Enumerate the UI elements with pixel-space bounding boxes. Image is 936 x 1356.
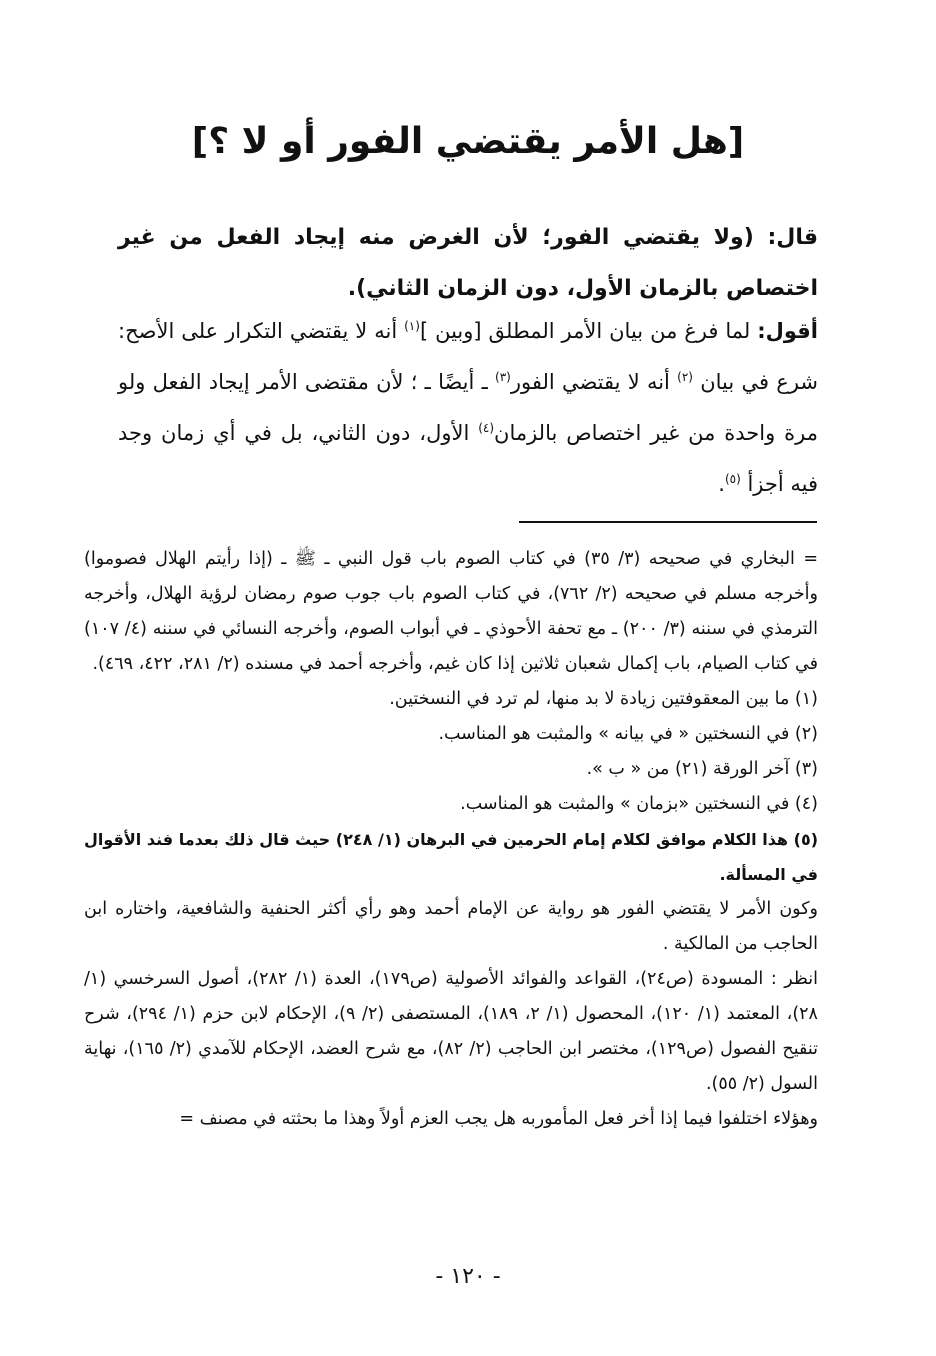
commentary-text-5: الأول، دون الثاني، بل في أي زمان وجد فيه أجزأ [118, 421, 818, 496]
author-quote [118, 212, 818, 314]
footnote-ref-1: (١) [404, 319, 420, 333]
quote-text: (ولا يقتضي الفور؛ لأن الغرض منه إيجاد الفعل من غير اختصاص بالزمان الأول، دون الزمان الثاني). [118, 225, 818, 301]
commentary-label: أقول: [757, 319, 818, 343]
commentary-text-6: . [718, 472, 725, 496]
footnote-5-paragraph-1: وكون الأمر لا يقتضي الفور هو رواية عن الإمام أحمد وهو رأي أكثر الحنفية والشافعية، واختاره ابن الحاجب من المالكية . [84, 899, 818, 954]
footnote-5-paragraph-2: انظر : المسودة (ص٢٤)، القواعد والفوائد الأصولية (ص١٧٩)، العدة (١/ ٢٨٢)، أصول السرخسي (١/ ٢٨)، المعتمد (١/ ١٢٠)، المحصول (١/ ٢، ١٨٩)، المستصفى (٢/ ٩)، الإحكام لابن حزم (١/ ٢٩٤)، شرح تنقيح الفصول (ص١٢٩)، مختصر ابن الحاجب (٢/ ٨٢)، مع شرح العضد، الإحكام للآمدي (٢/ ١٦٥)، نهاية السول (٢/ ٥٥). [84, 969, 818, 1094]
footnote-5: (٥) هذا الكلام موافق لكلام إمام الحرمين في البرهان (١/ ٢٤٨) حيث قال ذلك بعدما فند الأقوال في المسألة. [84, 830, 819, 884]
footnote-5-paragraph-3: وهؤلاء اختلفوا فيما إذا أخر فعل المأموربه هل يجب العزم أولاً وهذا ما بحثته في مصنف = [179, 1109, 818, 1129]
footnotes-section [84, 542, 818, 1137]
footnote-4: (٤) في النسختين «بزمان » والمثبت هو المناسب. [460, 794, 818, 814]
page-number: - ١٢٠ - [435, 1264, 501, 1289]
commentary-paragraph [118, 306, 818, 510]
commentary-text-2: أنه لا يقتضي التكرار على الأصح: شرع في بيان [118, 319, 818, 394]
commentary-text-4: ـ أيضًا ـ ؛ لأن مقتضى الأمر إيجاد الفعل ولو مرة واحدة من غير اختصاص بالزمان [118, 370, 818, 445]
commentary-text-1: لما فرغ من بيان الأمر المطلق [وبين ] [419, 319, 751, 343]
footnote-divider [519, 521, 817, 523]
quote-label: قال: [767, 225, 818, 250]
footnote-ref-2: (٢) [677, 370, 693, 384]
footnote-ref-5: (٥) [724, 472, 741, 486]
footnote-3: (٣) آخر الورقة (٢١) من « ب ». [586, 759, 818, 779]
footnote-ref-4: (٤) [478, 421, 495, 435]
section-heading: [هل الأمر يقتضي الفور أو لا ؟] [191, 121, 745, 162]
footnote-continuation: = البخاري في صحيحه (٣/ ٣٥) في كتاب الصوم باب قول النبي ـ ﷺ ـ (إذا رأيتم الهلال فصوموا) وأخرجه مسلم في صحيحه (٢/ ٧٦٢)، في كتاب الصوم باب جوب صوم رمضان لرؤية الهلال، وأخرجه الترمذي في سننه (٣/ ٢٠٠) ـ مع تحفة الأحوذي ـ في أبواب الصوم، وأخرجه النسائي في سننه (٤/ ١٠٧) في كتاب الصيام، باب إكمال شعبان ثلاثين إذا كان غيم، وأخرجه أحمد في مسنده (٢/ ٢٨١، ٤٢٢، ٤٦٩). [84, 549, 818, 674]
commentary-text-3: أنه لا يقتضي الفور [510, 370, 678, 394]
footnote-2: (٢) في النسختين « في بيانه » والمثبت هو المناسب. [438, 724, 818, 744]
footnote-ref-3: (٣) [495, 370, 511, 384]
footnote-1: (١) ما بين المعقوفتين زيادة لا بد منها، لم ترد في النسختين. [389, 689, 818, 709]
